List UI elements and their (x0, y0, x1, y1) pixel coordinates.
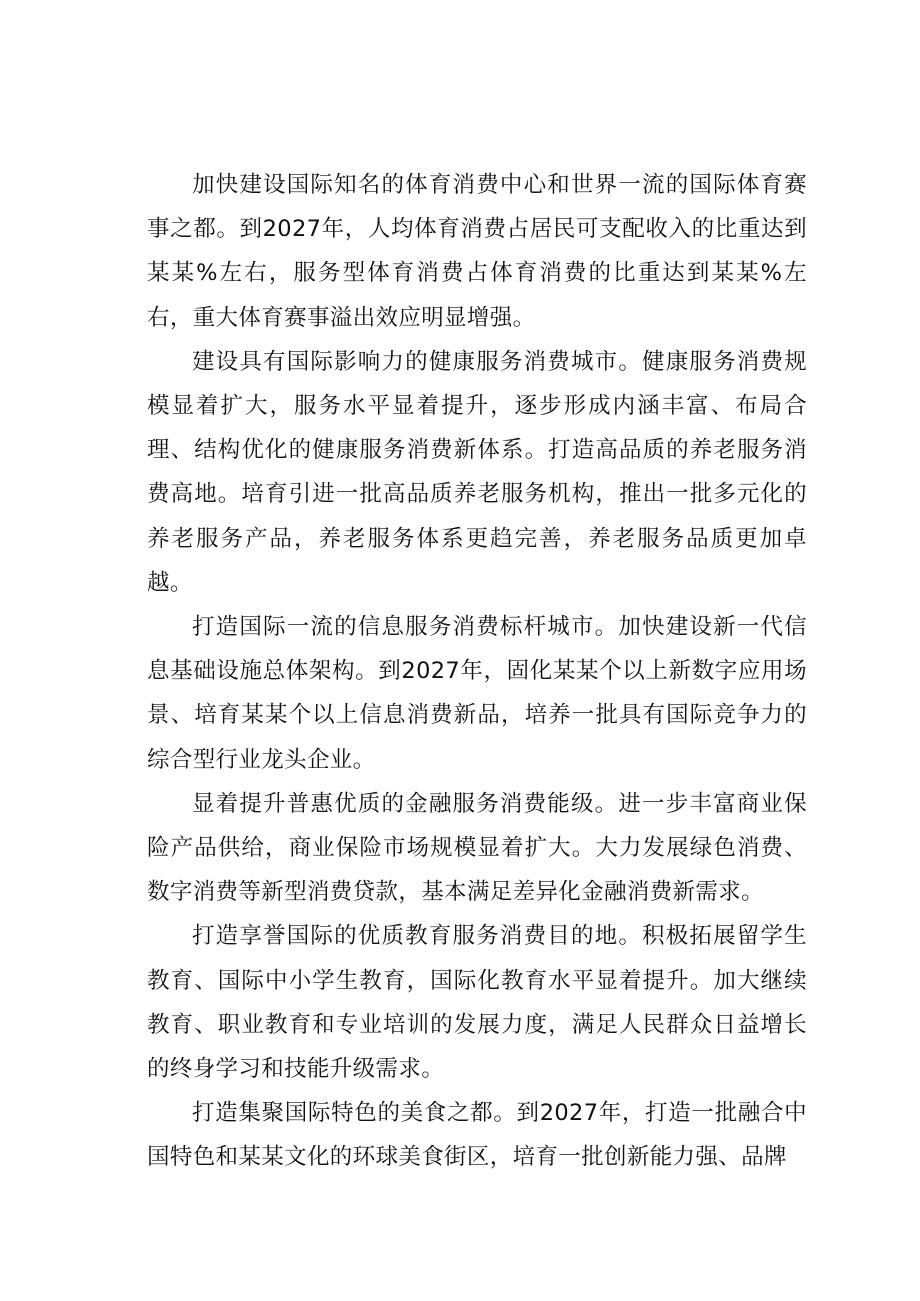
paragraph-financial-services: 显着提升普惠优质的金融服务消费能级。进一步丰富商业保险产品供给，商业保险市场规模显着扩大。大力发展绿色消费、数字消费等新型消费贷款，基本满足差异化金融消费新需求。 (147, 790, 807, 906)
paragraph-sports-consumption: 加快建设国际知名的体育消费中心和世界一流的国际体育赛事之都。到2027年，人均体育消费占居民可支配收入的比重达到某某%左右，服务型体育消费占体育消费的比重达到某某%左右，重大体育赛事溢出效应明显增强。 (147, 172, 807, 331)
document-body (147, 163, 807, 1180)
paragraph-information-services: 打造国际一流的信息服务消费标杆城市。加快建设新一代信息基础设施总体架构。到2027年，固化某某个以上新数字应用场景、培育某某个以上信息消费新品，培养一批具有国际竞争力的综合型行业龙头企业。 (147, 614, 807, 773)
paragraph-health-services: 建设具有国际影响力的健康服务消费城市。健康服务消费规模显着扩大，服务水平显着提升，逐步形成内涵丰富、布局合理、结构优化的健康服务消费新体系。打造高品质的养老服务消费高地。培育引进一批高品质养老服务机构，推出一批多元化的养老服务产品，养老服务体系更趋完善，养老服务品质更加卓越。 (147, 348, 807, 596)
paragraph-education-services: 打造享誉国际的优质教育服务消费目的地。积极拓展留学生教育、国际中小学生教育，国际化教育水平显着提升。加大继续教育、职业教育和专业培训的发展力度，满足人民群众日益增长的终身学习和技能升级需求。 (147, 923, 807, 1083)
paragraph-food-capital: 打造集聚国际特色的美食之都。到2027年，打造一批融合中国特色和某某文化的环球美食街区，培育一批创新能力强、品牌 (147, 1100, 807, 1171)
